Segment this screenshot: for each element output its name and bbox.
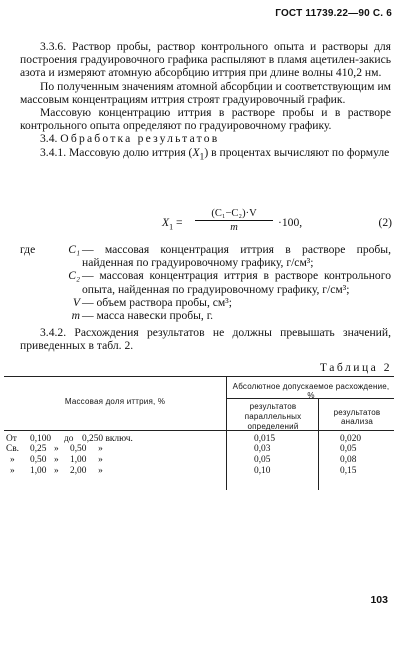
paragraph-3-4-1 bbox=[20, 146, 391, 164]
body-text-top bbox=[20, 40, 391, 163]
table-2-body: Св. 0,25 » 0,50 » 0,03 0,05 » 0,50 » 1,00 » 0,05 0,08 » 1,00 » 2,00 » 0,10 0,15 bbox=[4, 444, 394, 490]
formula-fraction bbox=[195, 208, 273, 233]
definitions-list bbox=[20, 243, 391, 322]
definition-m bbox=[20, 309, 391, 322]
table-header-rule bbox=[4, 430, 394, 431]
header-analysis: результатов анализа bbox=[333, 408, 381, 426]
section-3-4-heading bbox=[20, 132, 391, 145]
formula-denominator: m bbox=[230, 222, 238, 233]
definition-c1 bbox=[20, 243, 391, 269]
table-divider-1-cont bbox=[226, 444, 227, 490]
formula-number: (2) bbox=[378, 216, 392, 229]
header-parallel: результатов параллельных определений bbox=[244, 402, 302, 431]
definition-text: — масса навески пробы, г. bbox=[82, 309, 214, 323]
definition-symbol: m bbox=[71, 309, 80, 323]
table-2: Массовая доля иттрия, % Абсолютное допускаемое расхождение, % результатов параллельных определений результатов анализа От 0,100 до 0,250 включ. 0,015 0,020 bbox=[4, 376, 394, 456]
section-3-4-1-start: 3.4.1. Массовую долю иттрия ( bbox=[40, 145, 193, 159]
x1-symbol: X bbox=[192, 145, 200, 159]
body-text-3-4-2 bbox=[20, 326, 391, 352]
header-abs-discrepancy: Абсолютное допускаемое расхождение, % bbox=[232, 382, 390, 400]
paragraph-3-3-6: 3.3.6. Раствор пробы, раствор контрольного опыта и растворы для построения градуировочного графика распыляют в пламя ацетилен-закись азота и измеряют атомную абсорбцию иттрия при длине волны 410,2 нм. bbox=[20, 40, 391, 80]
definition-text: — массовая концентрация иттрия в растворе контрольного опыта, найденная по градуировочному графику, г/см³; bbox=[82, 269, 391, 296]
page-number: 103 bbox=[370, 594, 388, 606]
definition-text: — объем раствора пробы, см³; bbox=[82, 295, 232, 309]
x1-subscript: 1 bbox=[199, 150, 205, 162]
formula-lhs: $X_1$ = bbox=[162, 216, 183, 232]
definition-symbol: C₂ bbox=[68, 269, 80, 283]
page-header: ГОСТ 11739.22—90 С. 6 bbox=[275, 8, 392, 19]
section-3-4-number: 3.4. bbox=[40, 132, 58, 146]
definition-v bbox=[20, 296, 391, 309]
definition-symbol: C₁ bbox=[68, 243, 80, 256]
definition-symbol: V bbox=[72, 295, 80, 309]
table-top-rule bbox=[4, 376, 394, 377]
definition-c2 bbox=[20, 269, 391, 295]
paragraph-3-4-2: 3.4.2. Расхождения результатов не должны превышать значений, приведенных в табл. 2. bbox=[20, 326, 391, 353]
table-title: Таблица 2 bbox=[319, 361, 392, 374]
definition-text: — массовая концентрация иттрия в растворе пробы, найденная по градуировочному графику, г/см³; bbox=[82, 243, 391, 270]
formula-numerator: (C₁−C₂)·V bbox=[195, 208, 273, 221]
table-divider-2-cont bbox=[318, 444, 319, 490]
header-mass-fraction: Массовая доля иттрия, % bbox=[64, 397, 166, 406]
paragraph-mass-concentration: Массовую концентрацию иттрия в растворе пробы и в растворе контрольного опыта определяют по градуировочному графику. bbox=[20, 106, 391, 133]
paragraph-calibration: По полученным значениям атомной абсорбции и соответствующим им массовым концентрациям иттрия строят градуировочный график. bbox=[20, 79, 391, 106]
formula-multiplier: ·100, bbox=[278, 216, 303, 229]
section-3-4-title: Обработка результатов bbox=[60, 132, 220, 146]
where-label: где bbox=[20, 243, 36, 256]
section-3-4-1-end: ) в процентах вычисляют по формуле bbox=[204, 145, 390, 159]
